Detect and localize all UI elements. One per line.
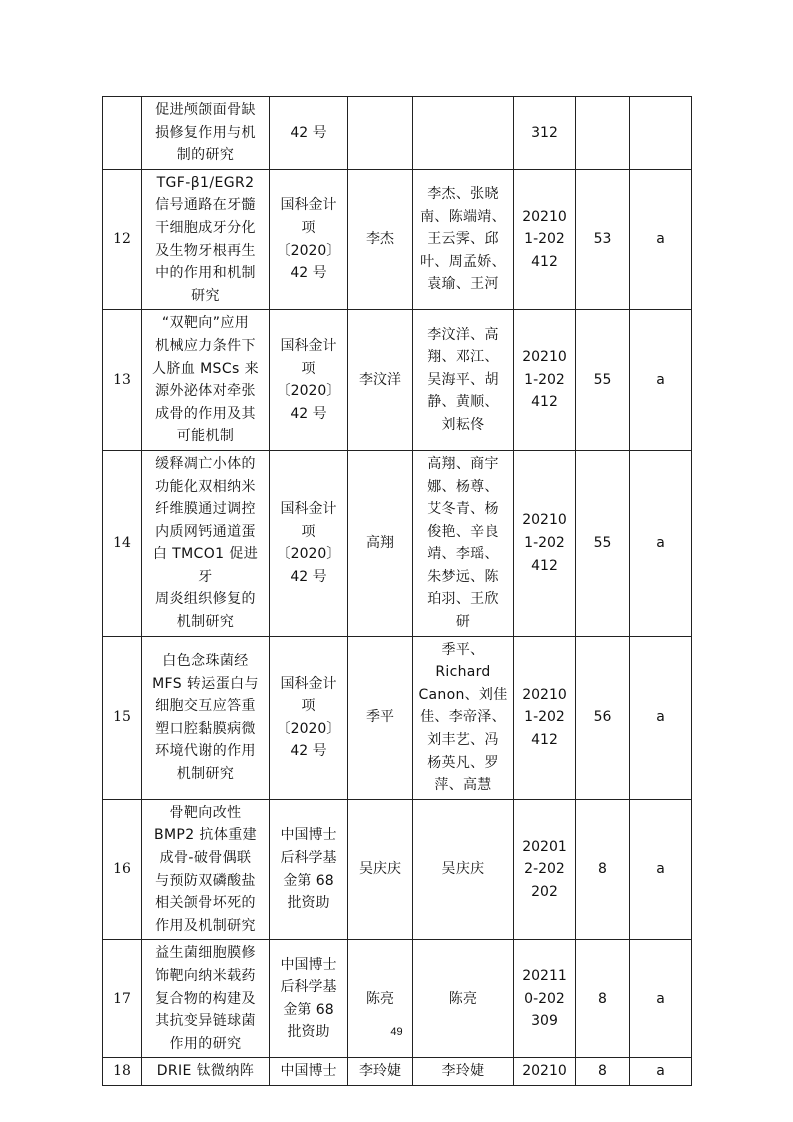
table-body <box>103 97 692 1086</box>
project-table <box>102 96 692 1086</box>
funding-amount: 8 <box>576 1058 630 1086</box>
row-number: 13 <box>103 310 142 451</box>
project-period: 20211 0-202 309 <box>514 940 576 1058</box>
funding-amount: 8 <box>576 940 630 1058</box>
funding-source: 42 号 <box>270 97 348 170</box>
funding-source: 国科金计 项〔2020〕 42 号 <box>270 450 348 636</box>
funding-source: 国科金计 项〔2020〕 42 号 <box>270 636 348 799</box>
project-members: 李玲婕 <box>413 1058 514 1086</box>
project-grade: a <box>630 799 692 940</box>
project-leader: 李玲婕 <box>348 1058 413 1086</box>
project-grade: a <box>630 450 692 636</box>
project-leader: 李杰 <box>348 169 413 310</box>
project-period: 20210 1-202 412 <box>514 450 576 636</box>
table-row <box>103 450 692 636</box>
project-leader: 吴庆庆 <box>348 799 413 940</box>
row-number: 14 <box>103 450 142 636</box>
table-row <box>103 799 692 940</box>
funding-source: 中国博士 后科学基 金第 68 批资助 <box>270 940 348 1058</box>
funding-amount: 8 <box>576 799 630 940</box>
funding-amount: 55 <box>576 310 630 451</box>
row-number: 15 <box>103 636 142 799</box>
project-period: 20210 1-202 412 <box>514 169 576 310</box>
row-number: 17 <box>103 940 142 1058</box>
project-members: 高翔、商宇 娜、杨尊、 艾冬青、杨 俊艳、辛良 靖、李瑶、 朱梦远、陈 珀羽、王欣 研 <box>413 450 514 636</box>
table-row <box>103 1058 692 1086</box>
row-number: 16 <box>103 799 142 940</box>
project-period: 20210 1-202 412 <box>514 636 576 799</box>
project-title: 促进颅颌面骨缺 损修复作用与机 制的研究 <box>142 97 270 170</box>
project-title: 益生菌细胞膜修 饰靶向纳米载药 复合物的构建及 其抗变异链球菌 作用的研究 <box>142 940 270 1058</box>
table-row <box>103 636 692 799</box>
row-number <box>103 97 142 170</box>
project-grade: a <box>630 169 692 310</box>
project-title: 白色念珠菌经 MFS 转运蛋白与 细胞交互应答重 塑口腔黏膜病微 环境代谢的作用 机制研究 <box>142 636 270 799</box>
project-grade: a <box>630 310 692 451</box>
project-grade: a <box>630 1058 692 1086</box>
funding-amount <box>576 97 630 170</box>
project-title: 缓释凋亡小体的 功能化双相纳米 纤维膜通过调控 内质网钙通道蛋 白 TMCO1 促进牙 周炎组织修复的 机制研究 <box>142 450 270 636</box>
project-members: 李杰、张晓 南、陈端靖、 王云霁、邱 叶、周孟娇、 袁瑜、王河 <box>413 169 514 310</box>
row-number: 12 <box>103 169 142 310</box>
table-row <box>103 940 692 1058</box>
project-members: 吴庆庆 <box>413 799 514 940</box>
table-row <box>103 169 692 310</box>
project-leader: 陈亮 <box>348 940 413 1058</box>
project-period: 20210 <box>514 1058 576 1086</box>
funding-source: 国科金计 项〔2020〕 42 号 <box>270 310 348 451</box>
project-members: 陈亮 <box>413 940 514 1058</box>
project-leader: 季平 <box>348 636 413 799</box>
project-period: 20210 1-202 412 <box>514 310 576 451</box>
project-members <box>413 97 514 170</box>
project-members: 李汶洋、高 翔、邓江、 吴海平、胡 静、黄顺、 刘耘佟 <box>413 310 514 451</box>
project-title: 骨靶向改性 BMP2 抗体重建 成骨-破骨偶联 与预防双磷酸盐 相关颌骨坏死的 作用及机制研究 <box>142 799 270 940</box>
funding-amount: 56 <box>576 636 630 799</box>
funding-amount: 53 <box>576 169 630 310</box>
project-grade <box>630 97 692 170</box>
project-period: 20201 2-202 202 <box>514 799 576 940</box>
project-leader: 李汶洋 <box>348 310 413 451</box>
funding-source: 中国博士 <box>270 1058 348 1086</box>
table-row <box>103 97 692 170</box>
row-number: 18 <box>103 1058 142 1086</box>
funding-amount: 55 <box>576 450 630 636</box>
project-members: 季平、 Richard Canon、刘佳 佳、李帝泽、 刘丰艺、冯 杨英凡、罗 萍、高慧 <box>413 636 514 799</box>
project-grade: a <box>630 940 692 1058</box>
project-title: “双靶向”应用 机械应力条件下 人脐血 MSCs 来 源外泌体对牵张 成骨的作用及其 可能机制 <box>142 310 270 451</box>
table-row <box>103 310 692 451</box>
funding-source: 国科金计 项〔2020〕 42 号 <box>270 169 348 310</box>
project-title: DRIE 钛微纳阵 <box>142 1058 270 1086</box>
project-leader <box>348 97 413 170</box>
project-title: TGF-β1/EGR2 信号通路在牙髓 干细胞成牙分化 及生物牙根再生 中的作用和机制 研究 <box>142 169 270 310</box>
project-period: 312 <box>514 97 576 170</box>
funding-source: 中国博士 后科学基 金第 68 批资助 <box>270 799 348 940</box>
page-number: 49 <box>390 1026 403 1038</box>
project-leader: 高翔 <box>348 450 413 636</box>
project-grade: a <box>630 636 692 799</box>
